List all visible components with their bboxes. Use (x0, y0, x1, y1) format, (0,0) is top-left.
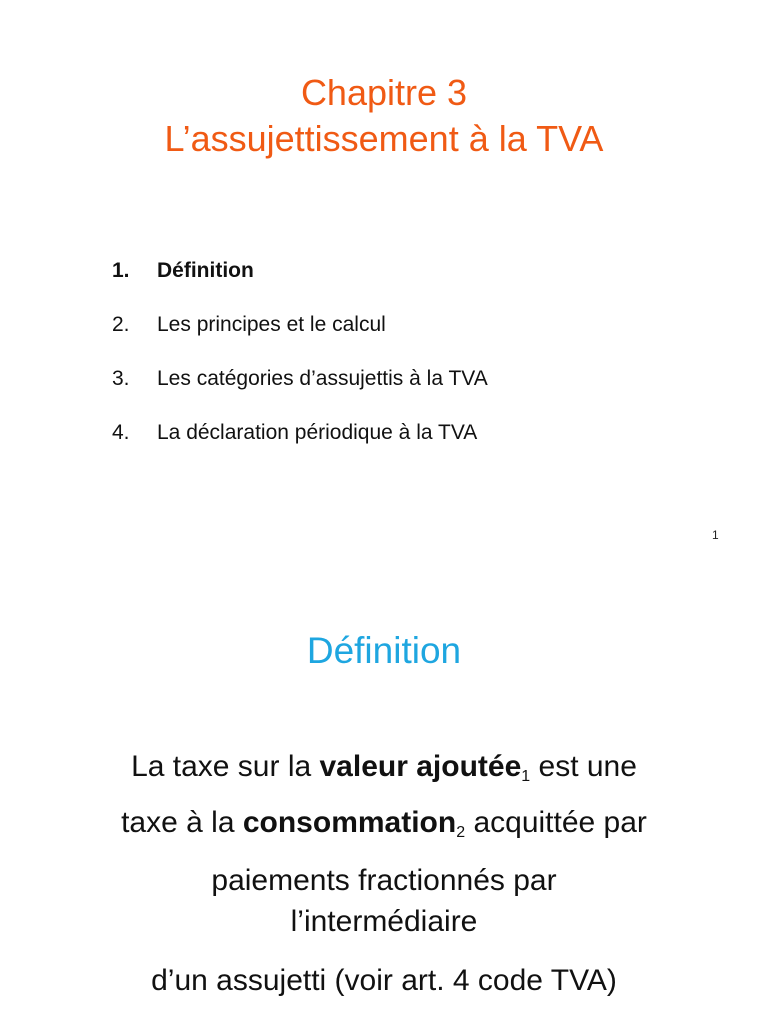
definition-line-5: d’un assujetti (voir art. 4 code TVA) (151, 964, 617, 997)
agenda-item-declaration (112, 418, 488, 472)
agenda-list (112, 256, 488, 472)
definition-text: acquittée par (465, 806, 647, 839)
agenda-item-categories (112, 364, 488, 418)
agenda-item-number: 4. (112, 421, 130, 444)
agenda-item-definition (112, 256, 488, 310)
chapter-title-line-1: Chapitre 3 (300, 72, 468, 113)
definition-line-3: paiements fractionnés par (211, 864, 557, 897)
definition-line-4: l’intermédiaire (290, 905, 478, 938)
definition-text: taxe à la (121, 806, 243, 839)
footnote-ref-2: 2 (456, 824, 466, 841)
agenda-item-principes (112, 310, 488, 364)
definition-term-consommation: consommation (242, 806, 457, 839)
agenda-item-label: Les principes et le calcul (157, 313, 386, 336)
definition-line-1 (0, 750, 768, 785)
definition-term-valeur-ajoutee: valeur ajoutée (319, 750, 522, 783)
definition-line-2 (0, 806, 768, 841)
agenda-item-number: 3. (112, 367, 130, 390)
slide-definition (0, 560, 768, 1024)
agenda-item-label: La déclaration périodique à la TVA (157, 421, 478, 444)
definition-text: est une (530, 750, 637, 783)
definition-title: Définition (306, 630, 462, 671)
agenda-item-number: 1. (112, 259, 130, 282)
agenda-item-number: 2. (112, 313, 130, 336)
agenda-item-label: Les catégories d’assujettis à la TVA (157, 367, 488, 390)
chapter-title (0, 70, 768, 162)
footnote-ref-1: 1 (521, 768, 531, 785)
agenda-item-label: Définition (157, 259, 254, 282)
page-number: 1 (712, 528, 719, 542)
definition-text: La taxe sur la (131, 750, 320, 783)
chapter-title-line-2: L’assujettissement à la TVA (164, 118, 604, 159)
